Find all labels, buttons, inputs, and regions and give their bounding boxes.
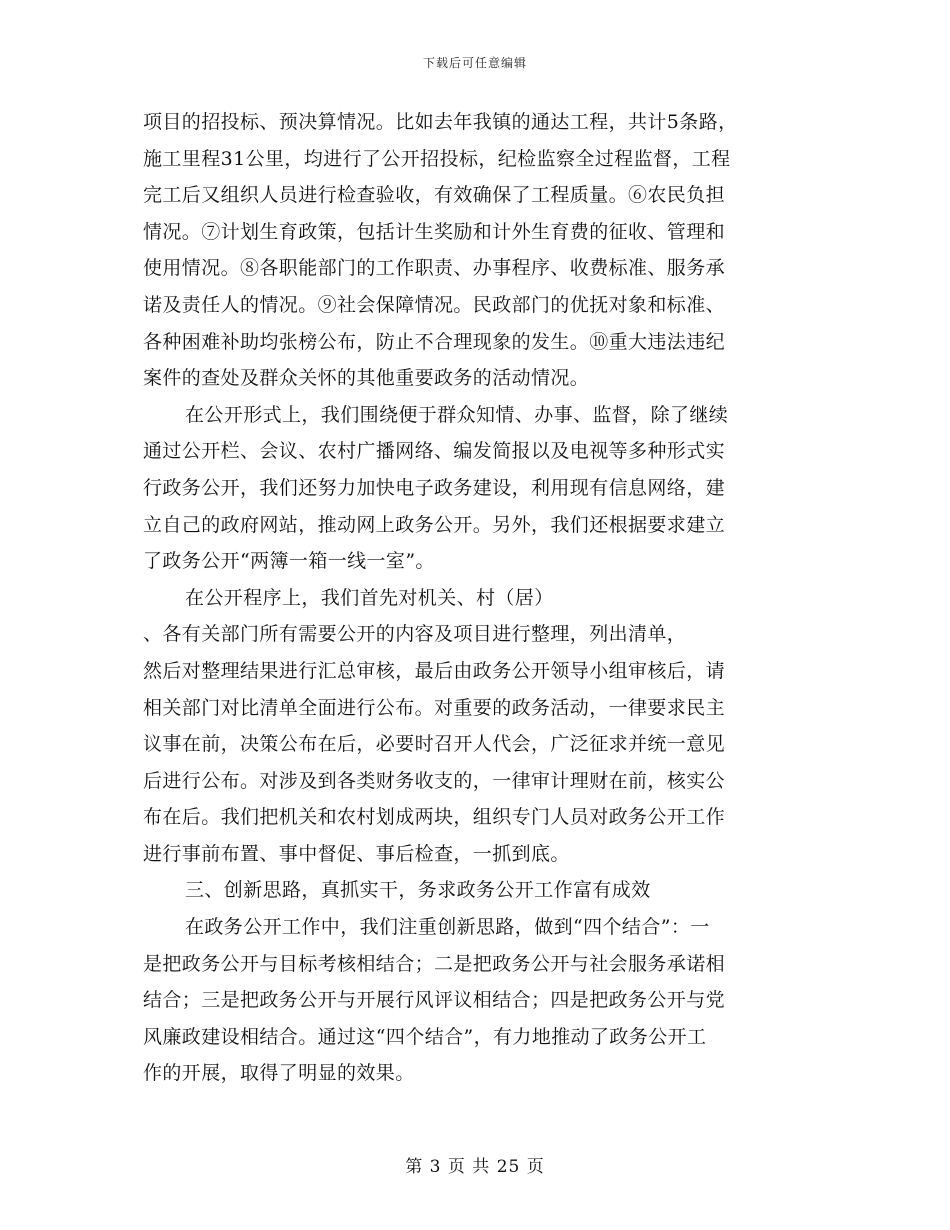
body-line: 施工里程31公里，均进行了公开招投标，纪检监察全过程监督，工程 xyxy=(143,147,731,170)
body-line: 立自己的政府网站，推动网上政务公开。另外，我们还根据要求建立 xyxy=(143,513,726,536)
body-line: 了政务公开“两簿一箱一线一室”。 xyxy=(143,550,435,573)
body-line: 项目的招投标、预决算情况。比如去年我镇的通达工程，共计5条路， xyxy=(143,111,738,133)
paragraph-start-line: 在公开形式上，我们围绕便于群众知情、办事、监督，除了继续 xyxy=(185,403,729,426)
body-line: 后进行公布。对涉及到各类财务收支的，一律审计理财在前，核实公 xyxy=(143,769,726,792)
paragraph-start-line: 在政务公开工作中，我们注重创新思路，做到“四个结合”：一 xyxy=(185,916,710,939)
body-line: 然后对整理结果进行汇总审核，最后由政务公开领导小组审核后，请 xyxy=(143,659,726,682)
body-line: 、各有关部门所有需要公开的内容及项目进行整理，列出清单， xyxy=(143,623,687,646)
body-line: 议事在前，决策公布在后，必要时召开人代会，广泛征求并统一意见 xyxy=(143,733,726,756)
body-line: 是把政务公开与目标考核相结合；二是把政务公开与社会服务承诺相 xyxy=(143,952,726,975)
paragraph-start-line: 在公开程序上，我们首先对机关、村（居） xyxy=(185,586,554,609)
body-line: 结合；三是把政务公开与开展行风评议相结合；四是把政务公开与党 xyxy=(143,989,726,1012)
body-line: 相关部门对比清单全面进行公布。对重要的政务活动，一律要求民主 xyxy=(143,696,726,719)
page-header: 下载后可任意编辑 xyxy=(422,56,527,70)
body-line: 行政务公开，我们还努力加快电子政务建设，利用现有信息网络，建 xyxy=(143,476,726,499)
body-line: 风廉政建设相结合。通过这“四个结合”，有力地推动了政务公开工 xyxy=(143,1025,707,1048)
body-line: 情况。⑦计划生育政策，包括计生奖励和计外生育费的征收、管理和 xyxy=(143,220,726,243)
page-number-footer: 第 3 页 共 25 页 xyxy=(405,1157,545,1177)
body-line: 诺及责任人的情况。⑨社会保障情况。民政部门的优抚对象和标准、 xyxy=(143,293,726,316)
document-body xyxy=(143,104,807,1092)
body-line: 作的开展，取得了明显的效果。 xyxy=(143,1062,415,1085)
body-line: 布在后。我们把机关和农村划成两块，组织专门人员对政务公开工作 xyxy=(143,806,726,829)
body-line: 完工后又组织人员进行检查验收，有效确保了工程质量。⑥农民负担 xyxy=(143,184,726,207)
body-line: 各种困难补助均张榜公布，防止不合理现象的发生。⑩重大违法违纪 xyxy=(143,330,726,353)
body-line: 案件的查处及群众关怀的其他重要政务的活动情况。 xyxy=(143,367,590,390)
body-line: 通过公开栏、会议、农村广播网络、编发简报以及电视等多种形式实 xyxy=(143,440,726,463)
section-heading: 三、创新思路，真抓实干，务求政务公开工作富有成效 xyxy=(185,879,651,902)
body-line: 进行事前布置、事中督促、事后检查，一抓到底。 xyxy=(143,842,570,865)
body-line: 使用情况。⑧各职能部门的工作职责、办事程序、收费标准、服务承 xyxy=(143,257,726,280)
